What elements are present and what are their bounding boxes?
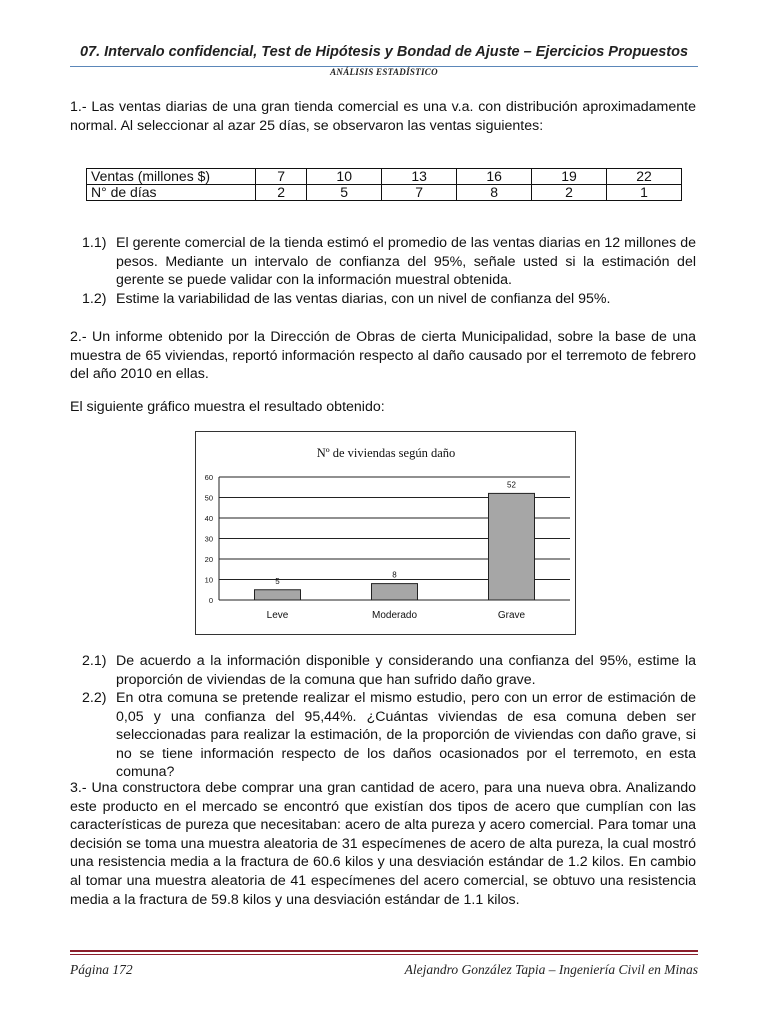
x-tick-label: Leve [266,610,289,621]
y-tick-label: 40 [204,514,213,523]
table-cell: 13 [382,169,457,185]
item-2-1 [70,652,696,689]
item-2-2 [70,689,696,782]
sales-table [86,168,682,201]
table-cell: N° de días [87,185,256,201]
data-label: 8 [392,570,397,580]
table-cell: 1 [607,185,682,201]
item-number: 1.1) [82,235,107,251]
item-1-2 [70,290,696,309]
page-number: Página 172 [70,962,133,977]
table-cell: 10 [307,169,382,185]
page-header-title: 07. Intervalo confidencial, Test de Hipótesis y Bondad de Ajuste – Ejercicios Propuestos [79,44,689,60]
problem-3-text: 3.- Una constructora debe comprar una gran cantidad de acero, para una nueva obra. Analizando este producto en el mercado se encontró que existían dos tipos de acero que cumplían con las características de pureza que necesitaban: acero de alta pureza y acero comercial. Para tomar una decisión se toma una muestra aleatoria de 31 especímenes de acero de alta pureza, la cual mostró una resistencia media a la fractura de 60.6 kilos y una desviación estándar de 1.2 kilos. En cambio al tomar una muestra aleatoria de 41 especímenes del acero comercial, se obtuvo una resistencia media a la fractura de 59.8 kilos y una desviación estándar de 1.1 kilos. [70,780,696,908]
table-cell: 7 [382,185,457,201]
y-tick-label: 60 [204,473,213,482]
x-tick-label: Moderado [371,610,418,621]
item-text: En otra comuna se pretende realizar el mismo estudio, pero con un error de estimación de 0,05 y una confianza del 95,44%. ¿Cuántas viviendas de esa comuna deben ser seleccionadas para realizar la estimación, de la proporción de viviendas con daño grave, si no se tiene información respecto de los daños ocasionados por el terremoto, en esta comuna? [116,690,696,781]
footer-divider-thin [70,954,698,955]
x-tick-label: Grave [497,610,526,621]
page-header-subtitle: ANÁLISIS ESTADÍSTICO [330,67,438,77]
chart-canvas [196,432,577,636]
footer-divider-thick [70,950,698,952]
table-cell: 2 [256,185,307,201]
damage-bar-chart [195,431,576,635]
y-tick-label: 30 [204,534,213,544]
chart-lead-text: El siguiente gráfico muestra el resultado obtenido: [70,399,385,415]
item-text: El gerente comercial de la tienda estimó el promedio de las ventas diarias en 12 millones de pesos. Mediante un intervalo de confianza del 95%, señale usted si la estimación del gerente se puede validar con la información muestral obtenida. [116,235,696,289]
bar-grave [489,493,535,600]
item-text: De acuerdo a la información disponible y considerando una confianza del 95%, estime la proporción de viviendas de la comuna que han sufrido daño grave. [116,653,696,688]
table-cell: 16 [457,169,532,185]
table-cell: 2 [532,185,607,201]
item-number: 2.2) [82,690,107,706]
table-cell: 19 [532,169,607,185]
bar-moderado [372,584,418,600]
table-row-sales [87,169,682,185]
item-1-1 [70,234,696,290]
problem-1-intro: 1.- Las ventas diarias de una gran tienda comercial es una v.a. con distribución aproximadamente normal. Al seleccionar al azar 25 días, se observaron las ventas siguientes: [70,99,696,134]
data-label: 52 [507,480,516,490]
table-row-days [87,185,682,201]
y-tick-label: 0 [208,596,213,605]
item-number: 2.1) [82,653,107,669]
y-tick-label: 10 [204,575,213,585]
bar-leve [255,590,301,600]
data-label: 5 [275,576,280,586]
y-tick-label: 20 [204,555,213,564]
chart-title: Nº de viviendas según daño [316,446,456,460]
table-cell: 22 [607,169,682,185]
problem-2-intro: 2.- Un informe obtenido por la Dirección de Obras de cierta Municipalidad, sobre la base de una muestra de 65 viviendas, reportó información respecto al daño causado por el terremoto de febrero del año 2010 en ellas. [70,329,696,383]
table-cell: Ventas (millones $) [87,169,256,185]
table-cell: 8 [457,185,532,201]
item-number: 1.2) [82,291,107,307]
footer-author: Alejandro González Tapia – Ingeniería Civil en Minas [404,962,698,977]
item-text: Estime la variabilidad de las ventas diarias, con un nivel de confianza del 95%. [116,291,611,307]
table-cell: 5 [307,185,382,201]
table-cell: 7 [256,169,307,185]
y-tick-label: 50 [204,493,213,503]
